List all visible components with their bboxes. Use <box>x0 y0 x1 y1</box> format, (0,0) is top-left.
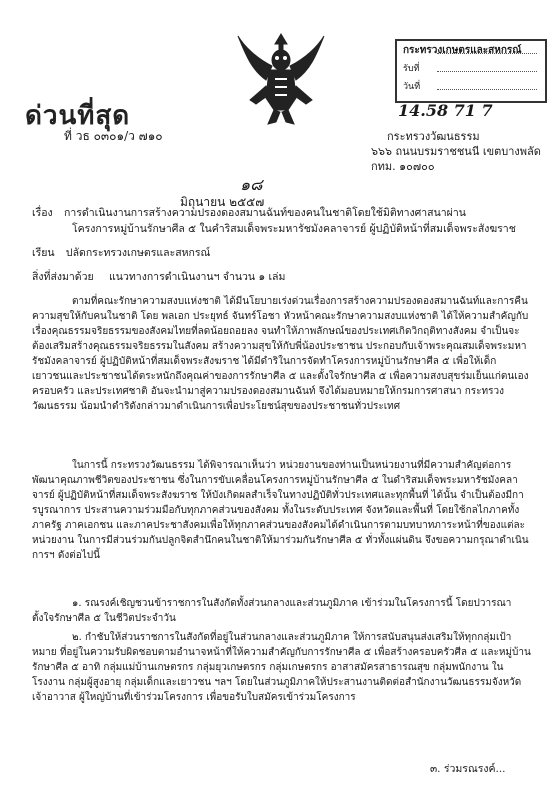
subject-text-line2: โครงการหมู่บ้านรักษาศีล ๕ ในคำริสมเด็จพระมหารัชมังคลาจารย์ ผู้ปฏิบัติหน้าที่สมเด็จพระสังฆราช <box>72 223 516 235</box>
recipient-label: เรียน <box>32 247 55 259</box>
recipient-value: ปลัดกระทรวงเกษตรและสหกรณ์ <box>65 247 211 259</box>
item-2: ๒. กำชับให้ส่วนราชการในสังกัดที่อยู่ในส่วนกลางและส่วนภูมิภาค ให้การสนับสนุนส่งเสริมให้ทุกกลุ่มเป้าหมาย ที่อยู่ในความรับผิดชอบตามอำนาจหน้าที่ให้ความสำคัญกับการรักษาศีล ๕ เพื่อสร้างครอบครัวศีล ๕ และหมู่บ้านรักษาศีล ๕ อาทิ กลุ่มแม่บ้านเกษตรกร กลุ่มยุวเกษตรกร กลุ่มเกษตรกร อาสาสมัครสาธารณสุข กลุ่มพนักงาน ในโรงงาน กลุ่มผู้สูงอายุ กลุ่มเด็กและเยาวชน ฯลฯ โดยในส่วนภูมิภาคให้ประสานงานติดต่อสำนักงานวัฒนธรรมจังหวัด เจ้าอาวาส ผู้ใหญ่บ้านที่เข้าร่วมโครงการ เพื่อขอรับใบสมัครเข้าร่วมโครงการ <box>32 632 531 703</box>
subject-text-line1: การดำเนินงานการสร้างความปรองดองสมานฉันท์ของคนในชาติโดยใช้มิติทางศาสนาผ่าน <box>64 207 466 219</box>
subject-line <box>32 206 532 221</box>
enclosure-value: แนวทางการดำเนินงานฯ จำนวน ๑ เล่ม <box>109 271 286 283</box>
stamp-date-label: วันที่ <box>403 82 421 92</box>
sender-address-line2: กทม. ๑๐๗๐๐ <box>371 160 435 173</box>
paragraph-2: ในการนี้ กระทรวงวัฒนธรรม ได้พิจารณาเห็นว่า หน่วยงานของท่านเป็นหน่วยงานที่มีความสำคัญต่อการพัฒนาคุณภาพชีวิตของประชาชน ซึ่งในการขับเคลื่อนโครงการหมู่บ้านรักษาศีล ๕ ในดำริสมเด็จพระมหารัชมังคลาจารย์ ผู้ปฏิบัติหน้าที่สมเด็จพระสังฆราช ให้บังเกิดผลสำเร็จในทางปฏิบัติทั่วประเทศและทุกพื้นที่ ได้นั้น จำเป็นต้องมีการบูรณาการ ประสานความร่วมมือกับทุกภาคส่วนของสังคม ทั้งในระดับประเทศ จังหวัดและพื้นที่ โดยใช้กลไกภาคทั้งภาครัฐ ภาคเอกชน และภาคประชาสังคมเพื่อให้ทุกภาคส่วนของสังคมได้ดำเนินการตามบทบาทภาระหน้าที่ของแต่ละหน่วยงาน ในการมีส่วนร่วมกันปลูกจิตสำนึกคนในชาติให้มาร่วมกันรักษาศีล ๕ ทั่วทั้งแผ่นดิน จึงขอความกรุณาดำเนินการฯ ดังต่อไปนี้ <box>32 460 529 561</box>
receiving-stamp <box>395 39 547 103</box>
subject-label: เรื่อง <box>32 207 53 219</box>
garuda-emblem-icon <box>236 30 326 126</box>
sender-org: กระทรวงวัฒนธรรม <box>387 130 480 143</box>
item-1: ๑. รณรงค์เชิญชวนข้าราชการในสังกัดทั้งส่วนกลางและส่วนภูมิภาค เข้าร่วมในโครงการนี้ โดยปวารณาตั้งใจรักษาศีล ๕ ในชีวิตประจำวัน <box>32 598 512 624</box>
continuation-marker: ๓. ร่วมรณรงค์... <box>430 763 506 775</box>
date-day: ๑๘ <box>240 175 263 194</box>
recipient-line <box>32 246 532 261</box>
date-month-year: มิถุนายน ๒๕๕๗ <box>180 195 265 209</box>
document-number: ที่ วธ ๐๓๐๑/ว ๗๑๐ <box>64 129 163 143</box>
paragraph-1: ตามที่คณะรักษาความสงบแห่งชาติ ได้มีนโยบายเร่งด่วนเรื่องการสร้างความปรองดองสมานฉันท์และการคืนความสุขให้กับคนในชาติ โดย พลเอก ประยุทธ์ จันทร์โอชา หัวหน้าคณะรักษาความสงบแห่งชาติ ได้ให้ความสำคัญกับเรื่องคุณธรรมจริยธรรมของสังคมไทยที่ลดน้อยถอยลง จนทำให้ภาพลักษณ์ของประเทศเกิดวิกฤติทางสังคม จำเป็นจะต้องเสริมสร้างคุณธรรมจริยธรรมในสังคม สร้างความสุขให้กับพี่น้องประชาชน ประกอบกับเจ้าพระคุณสมเด็จพระมหารัชมังคลาจารย์ ผู้ปฏิบัติหน้าที่สมเด็จพระสังฆราช ได้มีดำริในการจัดทำโครงการหมู่บ้านรักษาศีล ๕ เพื่อให้เด็ก เยาวชนและประชาชนได้ตระหนักถึงคุณค่าของการรักษาศีล ๕ และตั้งใจรักษาศีล ๕ เพื่อความสงบสุขร่มเย็นแก่ตนเอง ครอบครัว และประเทศชาติ อันจะนำมาสู่ความปรองดองสมานฉันท์ จึงได้มอบหมายให้กรมการศาสนา กระทรวงวัฒนธรรม น้อมนำดำริดังกล่าวมาดำเนินการเพื่อประโยชน์สุขของประชาชนทั่วประเทศ <box>32 296 529 412</box>
handwritten-reference: 14.58 71 7 <box>398 101 493 120</box>
sender-address-line1: ๖๖๖ ถนนบรมราชชนนี เขตบางพลัด <box>371 145 541 158</box>
stamp-org: กระทรวงเกษตรและสหกรณ์ <box>403 45 522 56</box>
enclosure-line <box>32 270 532 285</box>
urgency-label: ด่วนที่สุด <box>25 101 131 131</box>
enclosure-label: สิ่งที่ส่งมาด้วย <box>32 271 94 283</box>
stamp-receipt-label: รับที่ <box>403 64 420 74</box>
